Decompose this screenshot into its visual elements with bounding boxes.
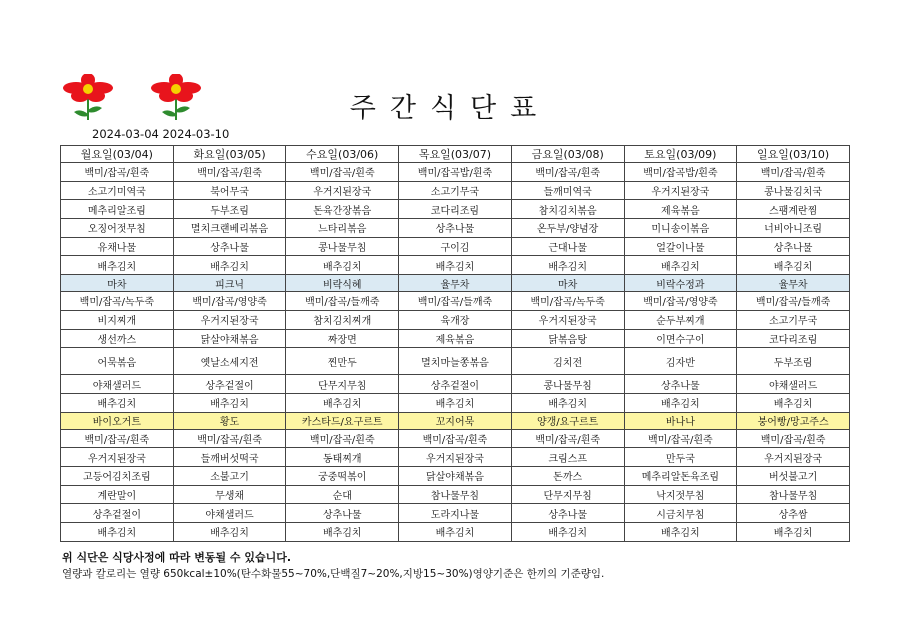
menu-cell: 상추겉절이 xyxy=(173,375,286,394)
menu-cell: 황도 xyxy=(173,412,286,429)
menu-cell: 바나나 xyxy=(624,412,737,429)
weekly-menu-table xyxy=(60,145,850,542)
menu-cell: 너비아니조림 xyxy=(737,219,850,238)
menu-cell: 백미/잡곡/녹두죽 xyxy=(511,292,624,311)
menu-cell: 우거지된장국 xyxy=(286,181,399,200)
menu-cell: 닭살야채볶음 xyxy=(173,329,286,348)
menu-cell: 백미/잡곡/흰죽 xyxy=(399,429,512,448)
menu-cell: 계란말이 xyxy=(61,485,174,504)
dinner-row xyxy=(61,448,850,467)
menu-cell: 꼬지어묵 xyxy=(399,412,512,429)
menu-cell: 배추김치 xyxy=(399,256,512,275)
lunch-row xyxy=(61,329,850,348)
nutrition-note: 열량과 칼로리는 열량 650kcal±10%(탄수화물55~70%,단백질7~20%,지방15~30%)영양기준은 한끼의 기준량임. xyxy=(62,568,605,580)
day-header-row xyxy=(61,146,850,163)
menu-cell: 우거지된장국 xyxy=(511,310,624,329)
menu-cell: 백미/잡곡/영양죽 xyxy=(624,292,737,311)
menu-cell: 백미/잡곡밥/흰죽 xyxy=(399,163,512,182)
menu-cell: 어묵볶음 xyxy=(61,348,174,375)
menu-cell: 백미/잡곡/흰죽 xyxy=(173,163,286,182)
menu-cell: 얼갈이나물 xyxy=(624,237,737,256)
menu-cell: 배추김치 xyxy=(286,256,399,275)
menu-cell: 우거지된장국 xyxy=(61,448,174,467)
menu-cell: 배추김치 xyxy=(173,523,286,542)
menu-cell: 동태찌개 xyxy=(286,448,399,467)
menu-cell: 찐만두 xyxy=(286,348,399,375)
menu-cell: 근대나물 xyxy=(511,237,624,256)
menu-cell: 바이오거트 xyxy=(61,412,174,429)
day-header-cell: 월요일(03/04) xyxy=(61,146,174,163)
dinner-row xyxy=(61,504,850,523)
notice-text: 위 식단은 식당사정에 따라 변동될 수 있습니다. xyxy=(62,551,292,564)
menu-cell: 배추김치 xyxy=(737,393,850,412)
menu-cell: 도라지나물 xyxy=(399,504,512,523)
menu-cell: 코다리조림 xyxy=(399,200,512,219)
menu-cell: 비지찌개 xyxy=(61,310,174,329)
menu-cell: 유채나물 xyxy=(61,237,174,256)
menu-cell: 상추나물 xyxy=(511,504,624,523)
menu-cell: 피크닉 xyxy=(173,275,286,292)
menu-cell: 배추김치 xyxy=(61,256,174,275)
menu-cell: 버섯불고기 xyxy=(737,466,850,485)
menu-cell: 백미/잡곡/흰죽 xyxy=(737,163,850,182)
menu-cell: 북어무국 xyxy=(173,181,286,200)
menu-cell: 김치전 xyxy=(511,348,624,375)
page-title: 주간식단표 xyxy=(349,93,551,124)
menu-cell: 참나물무침 xyxy=(737,485,850,504)
menu-cell: 우거지된장국 xyxy=(624,181,737,200)
menu-cell: 배추김치 xyxy=(511,523,624,542)
menu-cell: 짜장면 xyxy=(286,329,399,348)
menu-cell: 백미/잡곡/흰죽 xyxy=(61,163,174,182)
breakfast-row xyxy=(61,163,850,182)
menu-cell: 양갱/요구르트 xyxy=(511,412,624,429)
menu-cell: 상추쌈 xyxy=(737,504,850,523)
menu-cell: 백미/잡곡/들깨죽 xyxy=(286,292,399,311)
menu-cell: 상추나물 xyxy=(286,504,399,523)
menu-cell: 오징어젓무침 xyxy=(61,219,174,238)
day-header-cell: 일요일(03/10) xyxy=(737,146,850,163)
menu-cell: 백미/잡곡/흰죽 xyxy=(61,429,174,448)
menu-cell: 백미/잡곡/흰죽 xyxy=(737,429,850,448)
menu-cell: 메추리알돈육조림 xyxy=(624,466,737,485)
menu-cell: 배추김치 xyxy=(624,393,737,412)
menu-cell: 배추김치 xyxy=(61,393,174,412)
morning-snack-row xyxy=(61,275,850,292)
menu-cell: 야채샐러드 xyxy=(737,375,850,394)
menu-cell: 들깨미역국 xyxy=(511,181,624,200)
menu-cell: 들깨버섯떡국 xyxy=(173,448,286,467)
breakfast-row xyxy=(61,256,850,275)
menu-cell: 상추겉절이 xyxy=(399,375,512,394)
menu-cell: 상추겉절이 xyxy=(61,504,174,523)
day-header-cell: 목요일(03/07) xyxy=(399,146,512,163)
afternoon-snack-row xyxy=(61,412,850,429)
menu-cell: 소불고기 xyxy=(173,466,286,485)
menu-cell: 야채샐러드 xyxy=(61,375,174,394)
menu-cell: 미니송이볶음 xyxy=(624,219,737,238)
menu-cell: 우거지된장국 xyxy=(173,310,286,329)
lunch-row xyxy=(61,348,850,375)
menu-cell: 크림스프 xyxy=(511,448,624,467)
menu-cell: 마차 xyxy=(511,275,624,292)
menu-cell: 멸치크랜베리볶음 xyxy=(173,219,286,238)
menu-cell: 상추나물 xyxy=(173,237,286,256)
menu-cell: 비락수정과 xyxy=(624,275,737,292)
menu-cell: 옛날소세지전 xyxy=(173,348,286,375)
menu-cell: 순두부찌개 xyxy=(624,310,737,329)
day-header-cell: 화요일(03/05) xyxy=(173,146,286,163)
menu-cell: 소고기무국 xyxy=(399,181,512,200)
menu-cell: 배추김치 xyxy=(399,393,512,412)
lunch-row xyxy=(61,310,850,329)
menu-cell: 우거지된장국 xyxy=(737,448,850,467)
menu-cell: 궁중떡볶이 xyxy=(286,466,399,485)
menu-cell: 생선까스 xyxy=(61,329,174,348)
breakfast-row xyxy=(61,200,850,219)
menu-cell: 스팸계란찜 xyxy=(737,200,850,219)
menu-cell: 참치김치볶음 xyxy=(511,200,624,219)
menu-cell: 배추김치 xyxy=(737,523,850,542)
menu-cell: 낙지젓무침 xyxy=(624,485,737,504)
menu-cell: 고등어김치조림 xyxy=(61,466,174,485)
menu-cell: 온두부/양념장 xyxy=(511,219,624,238)
dinner-row xyxy=(61,485,850,504)
menu-cell: 두부조림 xyxy=(173,200,286,219)
breakfast-row xyxy=(61,181,850,200)
menu-cell: 멸치마늘쫑볶음 xyxy=(399,348,512,375)
menu-cell: 단무지무침 xyxy=(511,485,624,504)
menu-cell: 닭볶음탕 xyxy=(511,329,624,348)
menu-cell: 제육볶음 xyxy=(399,329,512,348)
menu-cell: 백미/잡곡/흰죽 xyxy=(511,163,624,182)
day-header-cell: 토요일(03/09) xyxy=(624,146,737,163)
lunch-row xyxy=(61,393,850,412)
menu-cell: 시금치무침 xyxy=(624,504,737,523)
menu-cell: 배추김치 xyxy=(624,256,737,275)
breakfast-row xyxy=(61,237,850,256)
menu-cell: 백미/잡곡/들깨죽 xyxy=(737,292,850,311)
menu-cell: 돈까스 xyxy=(511,466,624,485)
menu-cell: 배추김치 xyxy=(286,393,399,412)
menu-cell: 백미/잡곡/흰죽 xyxy=(286,429,399,448)
menu-cell: 상추나물 xyxy=(737,237,850,256)
dinner-row xyxy=(61,466,850,485)
dinner-row xyxy=(61,429,850,448)
menu-cell: 백미/잡곡/흰죽 xyxy=(511,429,624,448)
menu-cell: 율무차 xyxy=(399,275,512,292)
menu-cell: 김자반 xyxy=(624,348,737,375)
menu-cell: 백미/잡곡/흰죽 xyxy=(173,429,286,448)
menu-cell: 우거지된장국 xyxy=(399,448,512,467)
menu-cell: 상추나물 xyxy=(624,375,737,394)
menu-cell: 단무지무침 xyxy=(286,375,399,394)
menu-cell: 제육볶음 xyxy=(624,200,737,219)
menu-cell: 배추김치 xyxy=(737,256,850,275)
menu-cell: 배추김치 xyxy=(399,523,512,542)
menu-cell: 소고기미역국 xyxy=(61,181,174,200)
menu-cell: 카스타드/요구르트 xyxy=(286,412,399,429)
menu-cell: 코다리조림 xyxy=(737,329,850,348)
menu-cell: 비락식혜 xyxy=(286,275,399,292)
menu-cell: 백미/잡곡/녹두죽 xyxy=(61,292,174,311)
lunch-row xyxy=(61,375,850,394)
menu-cell: 참나물무침 xyxy=(399,485,512,504)
menu-cell: 순대 xyxy=(286,485,399,504)
menu-cell: 야채샐러드 xyxy=(173,504,286,523)
menu-cell: 무생채 xyxy=(173,485,286,504)
menu-cell: 참치김치찌개 xyxy=(286,310,399,329)
menu-cell: 백미/잡곡밥/흰죽 xyxy=(624,163,737,182)
menu-cell: 닭살야채볶음 xyxy=(399,466,512,485)
menu-cell: 백미/잡곡/들깨죽 xyxy=(399,292,512,311)
menu-cell: 백미/잡곡/흰죽 xyxy=(286,163,399,182)
menu-cell: 배추김치 xyxy=(286,523,399,542)
day-header-cell: 수요일(03/06) xyxy=(286,146,399,163)
menu-cell: 배추김치 xyxy=(511,393,624,412)
menu-cell: 만두국 xyxy=(624,448,737,467)
lunch-row xyxy=(61,292,850,311)
breakfast-row xyxy=(61,219,850,238)
menu-cell: 이면수구이 xyxy=(624,329,737,348)
menu-cell: 메추리알조림 xyxy=(61,200,174,219)
menu-cell: 배추김치 xyxy=(511,256,624,275)
menu-cell: 백미/잡곡/영양죽 xyxy=(173,292,286,311)
menu-cell: 배추김치 xyxy=(173,393,286,412)
menu-cell: 소고기무국 xyxy=(737,310,850,329)
menu-cell: 콩나물무침 xyxy=(511,375,624,394)
menu-cell: 두부조림 xyxy=(737,348,850,375)
menu-cell: 배추김치 xyxy=(624,523,737,542)
menu-cell: 육개장 xyxy=(399,310,512,329)
menu-cell: 율무차 xyxy=(737,275,850,292)
date-range: 2024-03-04 2024-03-10 xyxy=(92,127,230,141)
day-header-cell: 금요일(03/08) xyxy=(511,146,624,163)
menu-cell: 마차 xyxy=(61,275,174,292)
menu-cell: 콩나물무침 xyxy=(286,237,399,256)
menu-cell: 구이김 xyxy=(399,237,512,256)
menu-cell: 붕어빵/망고주스 xyxy=(737,412,850,429)
menu-cell: 상추나물 xyxy=(399,219,512,238)
menu-cell: 콩나물김치국 xyxy=(737,181,850,200)
dinner-row xyxy=(61,523,850,542)
menu-cell: 느타리볶음 xyxy=(286,219,399,238)
menu-cell: 배추김치 xyxy=(173,256,286,275)
menu-cell: 돈육간장볶음 xyxy=(286,200,399,219)
menu-cell: 배추김치 xyxy=(61,523,174,542)
menu-cell: 백미/잡곡/흰죽 xyxy=(624,429,737,448)
